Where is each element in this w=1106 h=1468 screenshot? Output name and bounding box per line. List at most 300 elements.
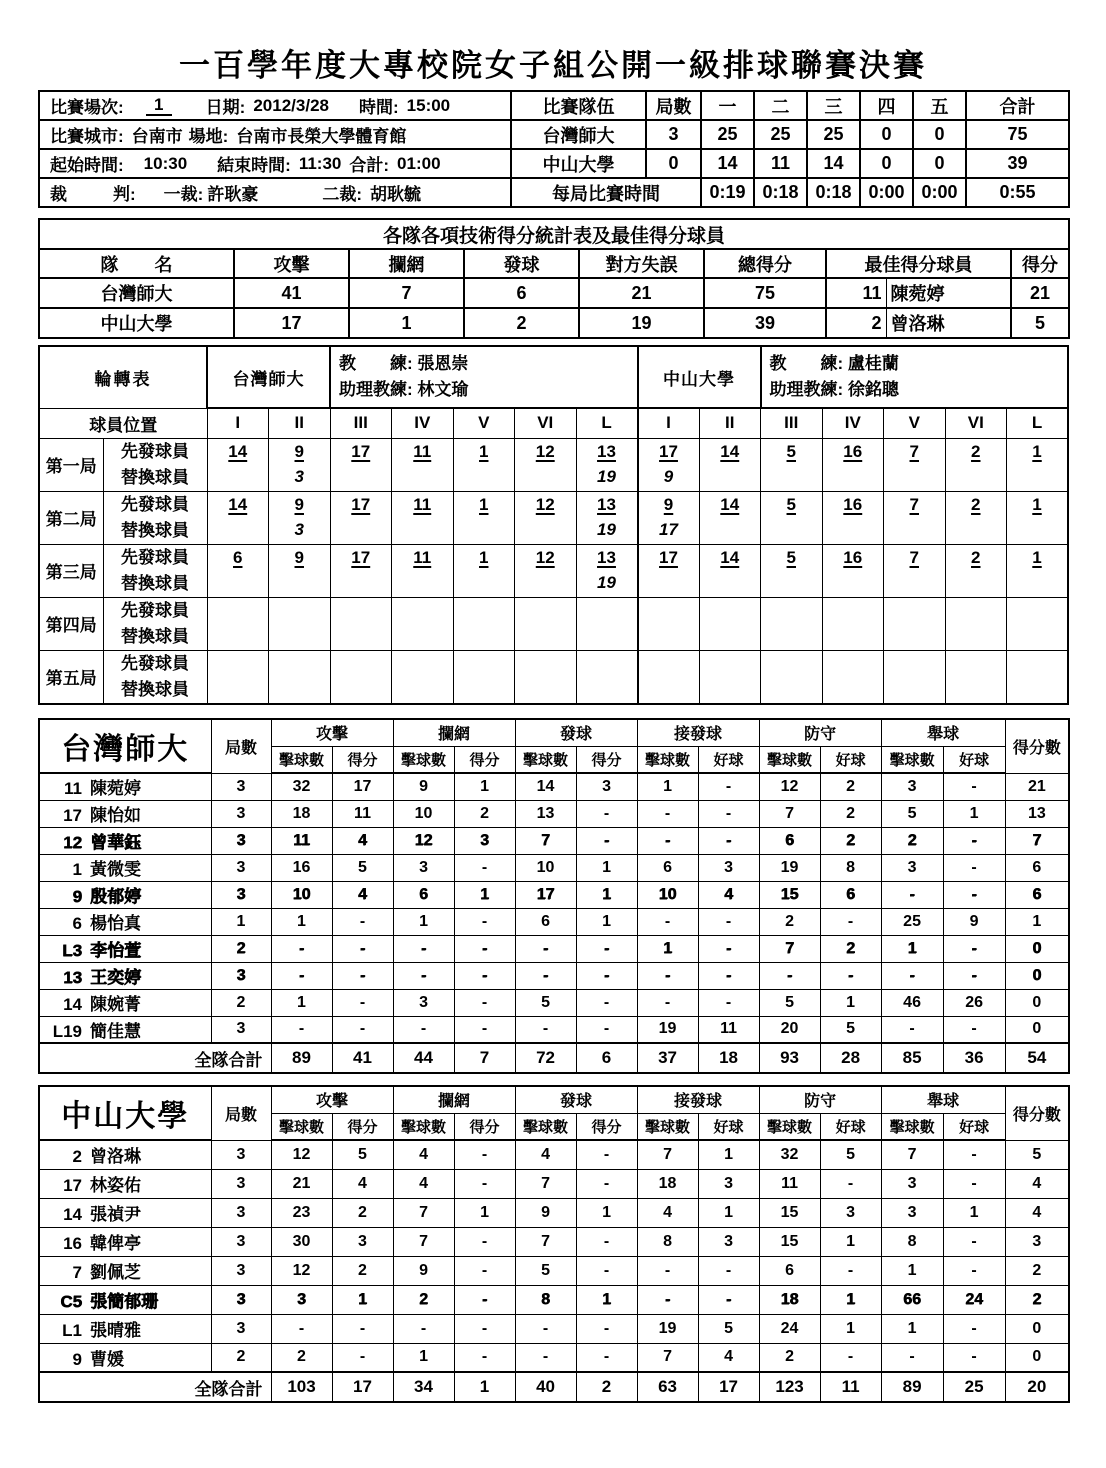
- jersey-number: L3: [62, 941, 82, 960]
- rotation-cell: [699, 491, 761, 544]
- total-value: 17: [698, 1372, 759, 1402]
- summary-header-7: 得分: [1011, 249, 1069, 278]
- substitute-number: [1007, 466, 1067, 491]
- stat-value: -: [943, 1314, 1005, 1343]
- starter-number: [639, 598, 699, 625]
- stat-value: 1: [820, 1314, 881, 1343]
- total-value: 11: [820, 1372, 881, 1402]
- stat-value: -: [271, 1314, 332, 1343]
- set-label: 第四局: [39, 597, 103, 650]
- stat-value: 1: [576, 1198, 637, 1227]
- match-number-date-time: [39, 91, 511, 120]
- stat-value: -: [454, 908, 515, 935]
- rotation-cell: [1007, 597, 1069, 650]
- technical-summary-table: [38, 218, 1070, 339]
- substitute-number: [208, 466, 269, 491]
- skill-group-header: 發球: [515, 1086, 637, 1113]
- score-sets-won: 3: [646, 120, 701, 149]
- substitute-number: [823, 572, 884, 597]
- stat-value: -: [698, 1256, 759, 1285]
- substitute-number: [331, 572, 392, 597]
- stat-value: -: [576, 1140, 637, 1169]
- starter-number: [946, 598, 1007, 625]
- stat-value: -: [881, 881, 943, 908]
- stat-value: -: [698, 1285, 759, 1314]
- starter-number: [269, 651, 330, 678]
- team-total-label: 全隊合計: [39, 1372, 271, 1402]
- summary-value: 2: [464, 308, 579, 338]
- substitute-number: [639, 678, 699, 703]
- stat-value: -: [576, 962, 637, 989]
- position-header: IV: [392, 408, 454, 438]
- summary-value: 1: [349, 308, 464, 338]
- set-score: 0: [860, 149, 913, 178]
- stat-value: -: [943, 1169, 1005, 1198]
- starter-label: 先發球員: [121, 494, 189, 514]
- set-label: 第三局: [39, 544, 103, 597]
- summary-header-5: 總得分: [704, 249, 826, 278]
- substitute-label: 替換球員: [121, 679, 189, 699]
- player-name: 張晴雅: [90, 1321, 141, 1340]
- stat-value: -: [576, 1016, 637, 1043]
- skill-sub-header: 擊球數: [637, 746, 698, 773]
- skill-group-header: 發球: [515, 719, 637, 746]
- stat-value: 11: [271, 827, 332, 854]
- player-name: 曹媛: [90, 1349, 124, 1369]
- player-name-cell: [39, 908, 211, 935]
- info-segment: 台南市長榮大學體育館: [236, 127, 407, 146]
- jersey-number: 1: [72, 860, 82, 879]
- info-segment: 10:30: [143, 153, 188, 173]
- starter-number: [269, 598, 330, 625]
- starter-number: [577, 651, 637, 678]
- stat-value: 30: [271, 1227, 332, 1256]
- stat-value: 1: [820, 1227, 881, 1256]
- player-name: 林姿佑: [90, 1176, 141, 1195]
- starter-number: 17: [351, 441, 371, 461]
- player-name: 陳婉菁: [90, 995, 141, 1014]
- set-score: 25: [701, 120, 754, 149]
- stat-value: 19: [637, 1314, 698, 1343]
- total-value: 1: [454, 1372, 515, 1402]
- stat-value: 19: [759, 854, 820, 881]
- rotation-cell: [576, 650, 638, 704]
- position-header: IV: [822, 408, 884, 438]
- player-points: 0: [1005, 1314, 1069, 1343]
- player-sets: 1: [211, 908, 271, 935]
- best-player-points: 5: [1011, 308, 1069, 338]
- player-name: 張禎尹: [90, 1205, 141, 1224]
- skill-sub-header: 得分: [454, 1113, 515, 1140]
- skill-group-header: 攔網: [393, 1086, 515, 1113]
- stat-value: 5: [515, 1256, 576, 1285]
- player-sets: 3: [211, 854, 271, 881]
- substitute-number: [331, 466, 392, 491]
- substitute-number: [700, 466, 761, 491]
- stat-value: 3: [881, 854, 943, 881]
- stat-value: -: [515, 1314, 576, 1343]
- rotation-cell: [945, 438, 1007, 491]
- jersey-number: 17: [63, 806, 82, 825]
- rotation-cell: [638, 491, 700, 544]
- stat-value: 18: [637, 1169, 698, 1198]
- player-sets: 3: [211, 1256, 271, 1285]
- points-header: 得分數: [1005, 719, 1069, 773]
- stat-value: 7: [881, 1140, 943, 1169]
- stat-value: 5: [332, 1140, 393, 1169]
- total-value: 28: [820, 1043, 881, 1073]
- jersey-number: 9: [72, 887, 82, 906]
- substitute-number: 9: [663, 466, 674, 486]
- substitute-number: [823, 519, 884, 544]
- substitute-number: 17: [659, 519, 678, 539]
- substitute-number: 19: [597, 519, 616, 539]
- starter-number: [454, 598, 515, 625]
- rotation-cell: [761, 650, 823, 704]
- stat-value: 1: [576, 881, 637, 908]
- skill-sub-header: 擊球數: [637, 1113, 698, 1140]
- substitute-number: [946, 466, 1007, 491]
- total-value: 72: [515, 1043, 576, 1073]
- info-segment: 2012/3/28: [253, 95, 329, 115]
- player-name: 劉佩芝: [90, 1263, 141, 1282]
- stat-value: -: [576, 800, 637, 827]
- stat-value: -: [637, 1285, 698, 1314]
- player-sets: 3: [211, 1169, 271, 1198]
- starter-number: [823, 651, 884, 678]
- starter-number: 5: [786, 494, 796, 514]
- stat-value: -: [271, 935, 332, 962]
- stat-value: -: [637, 989, 698, 1016]
- rotation-cell: [638, 597, 700, 650]
- set-score: 14: [701, 149, 754, 178]
- substitute-number: [1007, 625, 1067, 650]
- stat-value: 7: [515, 827, 576, 854]
- stat-value: -: [332, 1016, 393, 1043]
- stat-value: 1: [393, 1343, 454, 1372]
- stat-value: -: [576, 1227, 637, 1256]
- score-header-4: 三: [807, 91, 860, 120]
- stat-value: 16: [271, 854, 332, 881]
- player-name: 韓俾亭: [90, 1234, 141, 1253]
- stat-value: 4: [332, 881, 393, 908]
- starter-number: 12: [535, 494, 555, 514]
- starter-number: 5: [786, 441, 796, 461]
- player-points: 0: [1005, 989, 1069, 1016]
- summary-value: 75: [704, 278, 826, 308]
- starter-number: 1: [1032, 441, 1042, 461]
- summary-value: 19: [579, 308, 704, 338]
- summary-value: 39: [704, 308, 826, 338]
- rotation-cell: [269, 438, 331, 491]
- player-name: 陳菀婷: [90, 779, 141, 799]
- stat-value: 2: [454, 800, 515, 827]
- points-header: 得分數: [1005, 1086, 1069, 1140]
- rotation-cell: [515, 650, 577, 704]
- stat-value: -: [759, 962, 820, 989]
- rotation-cell: [269, 597, 331, 650]
- player-sets: 3: [211, 800, 271, 827]
- stat-value: -: [698, 827, 759, 854]
- rotation-cell: [699, 438, 761, 491]
- rotation-cell: [822, 650, 884, 704]
- set-label: 第五局: [39, 650, 103, 704]
- skill-sub-header: 擊球數: [515, 1113, 576, 1140]
- jersey-number: 7: [72, 1263, 82, 1282]
- starter-number: [515, 598, 576, 625]
- stat-value: 5: [759, 989, 820, 1016]
- best-player-name: 曾洛琳: [886, 308, 1011, 338]
- stat-value: 10: [637, 881, 698, 908]
- position-header: II: [269, 408, 331, 438]
- stat-value: -: [332, 1314, 393, 1343]
- total-value: 63: [637, 1372, 698, 1402]
- stat-value: -: [820, 1343, 881, 1372]
- jersey-number: 11: [64, 779, 82, 799]
- stat-value: 4: [393, 1169, 454, 1198]
- player-name-cell: [39, 1016, 211, 1043]
- player-sets: 3: [211, 1285, 271, 1314]
- rotation-cell: [392, 438, 454, 491]
- referees: [39, 178, 511, 207]
- stat-value: 1: [637, 773, 698, 800]
- rotation-cell: [884, 438, 946, 491]
- starter-number: 1: [479, 441, 489, 461]
- rotation-cell: [699, 597, 761, 650]
- stat-value: -: [637, 962, 698, 989]
- stat-value: 5: [515, 989, 576, 1016]
- set-time: 0:18: [807, 178, 860, 207]
- info-segment: 日期:: [205, 98, 246, 117]
- stat-value: 25: [881, 908, 943, 935]
- info-segment: 判:: [113, 185, 136, 204]
- filled-blank-value: 1: [146, 95, 172, 116]
- position-header: L: [1007, 408, 1069, 438]
- player-points: 1: [1005, 908, 1069, 935]
- starter-number: 9: [294, 441, 304, 461]
- jersey-number: 14: [63, 995, 82, 1014]
- rotation-cell: [576, 597, 638, 650]
- skill-group-header: 攻擊: [271, 719, 393, 746]
- set-label: 第二局: [39, 491, 103, 544]
- stat-value: -: [576, 1343, 637, 1372]
- starter-number: [392, 598, 453, 625]
- jersey-number: 6: [72, 914, 82, 933]
- starter-number: [700, 651, 761, 678]
- player-sets: 3: [211, 881, 271, 908]
- stat-value: 15: [759, 1198, 820, 1227]
- jersey-number: 17: [63, 1176, 82, 1195]
- substitute-number: [392, 466, 453, 491]
- substitute-number: [208, 625, 269, 650]
- substitute-number: [269, 572, 330, 597]
- rotation-cell: [576, 491, 638, 544]
- position-header: I: [638, 408, 700, 438]
- skill-sub-header: 好球: [943, 1113, 1005, 1140]
- stat-value: 7: [637, 1343, 698, 1372]
- player-sets: 3: [211, 773, 271, 800]
- stat-value: 12: [393, 827, 454, 854]
- stat-value: -: [454, 1256, 515, 1285]
- rotation-cell: [822, 438, 884, 491]
- substitute-label: 替換球員: [121, 467, 189, 487]
- stat-value: -: [515, 1343, 576, 1372]
- stat-value: 12: [271, 1256, 332, 1285]
- summary-team-name: 中山大學: [39, 308, 234, 338]
- starter-number: 13: [597, 494, 616, 514]
- role-cell: [103, 491, 207, 544]
- total-value: 85: [881, 1043, 943, 1073]
- stat-value: 1: [454, 773, 515, 800]
- stat-value: -: [943, 1256, 1005, 1285]
- player-name-cell: [39, 800, 211, 827]
- stat-value: 4: [332, 827, 393, 854]
- player-name-cell: [39, 881, 211, 908]
- starter-number: 9: [294, 547, 304, 567]
- stat-value: 12: [271, 1140, 332, 1169]
- stat-value: 13: [515, 800, 576, 827]
- set-score: 25: [807, 120, 860, 149]
- starter-number: 7: [909, 494, 919, 514]
- rotation-cell: [269, 491, 331, 544]
- substitute-number: [392, 678, 453, 703]
- stat-value: 7: [637, 1140, 698, 1169]
- player-name-cell: [39, 1314, 211, 1343]
- rotation-cell: [453, 650, 515, 704]
- stat-value: -: [271, 1016, 332, 1043]
- stat-value: -: [454, 854, 515, 881]
- score-header-5: 四: [860, 91, 913, 120]
- substitute-number: [761, 466, 822, 491]
- player-sets: 3: [211, 1314, 271, 1343]
- stat-value: -: [637, 827, 698, 854]
- score-header-2: 一: [701, 91, 754, 120]
- substitute-number: [884, 519, 945, 544]
- starter-number: 16: [843, 441, 863, 461]
- starter-number: 1: [479, 494, 489, 514]
- total-value: 44: [393, 1043, 454, 1073]
- substitute-number: [700, 625, 761, 650]
- starter-number: 6: [233, 547, 243, 567]
- starter-number: 12: [535, 547, 555, 567]
- stat-value: 4: [698, 881, 759, 908]
- player-points: 0: [1005, 1016, 1069, 1043]
- set-time: 0:00: [860, 178, 913, 207]
- rotation-cell: [269, 650, 331, 704]
- total-value: 41: [332, 1043, 393, 1073]
- substitute-number: [331, 519, 392, 544]
- substitute-number: 3: [294, 519, 304, 539]
- starter-number: 12: [535, 441, 555, 461]
- stat-value: 5: [698, 1314, 759, 1343]
- rotation-cell: [761, 438, 823, 491]
- stat-value: -: [637, 1256, 698, 1285]
- total-value: 2: [576, 1372, 637, 1402]
- stat-value: 8: [637, 1227, 698, 1256]
- stat-value: 2: [820, 773, 881, 800]
- stat-value: 2: [820, 800, 881, 827]
- total-value: 25: [943, 1372, 1005, 1402]
- stat-value: 3: [881, 1198, 943, 1227]
- stat-value: -: [515, 935, 576, 962]
- starter-label: 先發球員: [121, 653, 189, 673]
- starter-number: 5: [786, 547, 796, 567]
- total-value: 89: [271, 1043, 332, 1073]
- starter-number: 14: [720, 494, 740, 514]
- player-sets: 3: [211, 1227, 271, 1256]
- substitute-number: [884, 572, 945, 597]
- stat-value: 15: [759, 1227, 820, 1256]
- stat-value: -: [943, 773, 1005, 800]
- stat-value: 4: [515, 1140, 576, 1169]
- position-header: V: [453, 408, 515, 438]
- score-header-7: 合計: [966, 91, 1069, 120]
- stat-value: 1: [454, 881, 515, 908]
- substitute-number: [946, 572, 1007, 597]
- substitute-number: [208, 678, 269, 703]
- stat-value: 2: [759, 1343, 820, 1372]
- stat-value: -: [515, 1016, 576, 1043]
- set-time: 0:00: [913, 178, 966, 207]
- player-name: 楊怡真: [90, 914, 141, 933]
- starter-number: [331, 598, 392, 625]
- stat-value: 3: [698, 1169, 759, 1198]
- starter-number: 1: [1032, 547, 1042, 567]
- starter-number: [392, 651, 453, 678]
- starter-number: [761, 598, 822, 625]
- rotation-cell: [761, 597, 823, 650]
- substitute-number: [700, 572, 761, 597]
- info-segment: 15:00: [406, 95, 451, 115]
- stat-value: 1: [881, 1314, 943, 1343]
- rotation-cell: [515, 438, 577, 491]
- stat-value: -: [943, 1227, 1005, 1256]
- rotation-cell: [453, 544, 515, 597]
- stat-value: 4: [637, 1198, 698, 1227]
- stat-value: 3: [820, 1198, 881, 1227]
- set-score: 14: [807, 149, 860, 178]
- stat-value: -: [820, 1169, 881, 1198]
- starter-number: [884, 651, 945, 678]
- rotation-cell: [576, 544, 638, 597]
- starter-number: 14: [228, 441, 248, 461]
- rotation-cell: [330, 544, 392, 597]
- stat-value: -: [515, 962, 576, 989]
- rotation-cell: [945, 544, 1007, 597]
- skill-sub-header: 擊球數: [881, 1113, 943, 1140]
- player-sets: 3: [211, 1140, 271, 1169]
- total-points: 54: [1005, 1043, 1069, 1073]
- starter-number: [700, 598, 761, 625]
- position-header: III: [330, 408, 392, 438]
- player-points: 6: [1005, 881, 1069, 908]
- substitute-label: 替換球員: [121, 626, 189, 646]
- rotation-cell: [453, 438, 515, 491]
- substitute-number: [1007, 678, 1067, 703]
- starter-number: 13: [597, 547, 616, 567]
- substitute-number: [454, 625, 515, 650]
- rotation-cell: [392, 597, 454, 650]
- starter-number: [208, 651, 269, 678]
- info-row-content: [40, 93, 510, 118]
- stat-value: -: [943, 962, 1005, 989]
- substitute-number: 19: [597, 572, 616, 592]
- stat-value: 8: [881, 1227, 943, 1256]
- total-value: 93: [759, 1043, 820, 1073]
- info-segment: 許耿豪: [207, 185, 259, 204]
- set-time-label: 每局比賽時間: [511, 178, 701, 207]
- rotation-cell: [822, 597, 884, 650]
